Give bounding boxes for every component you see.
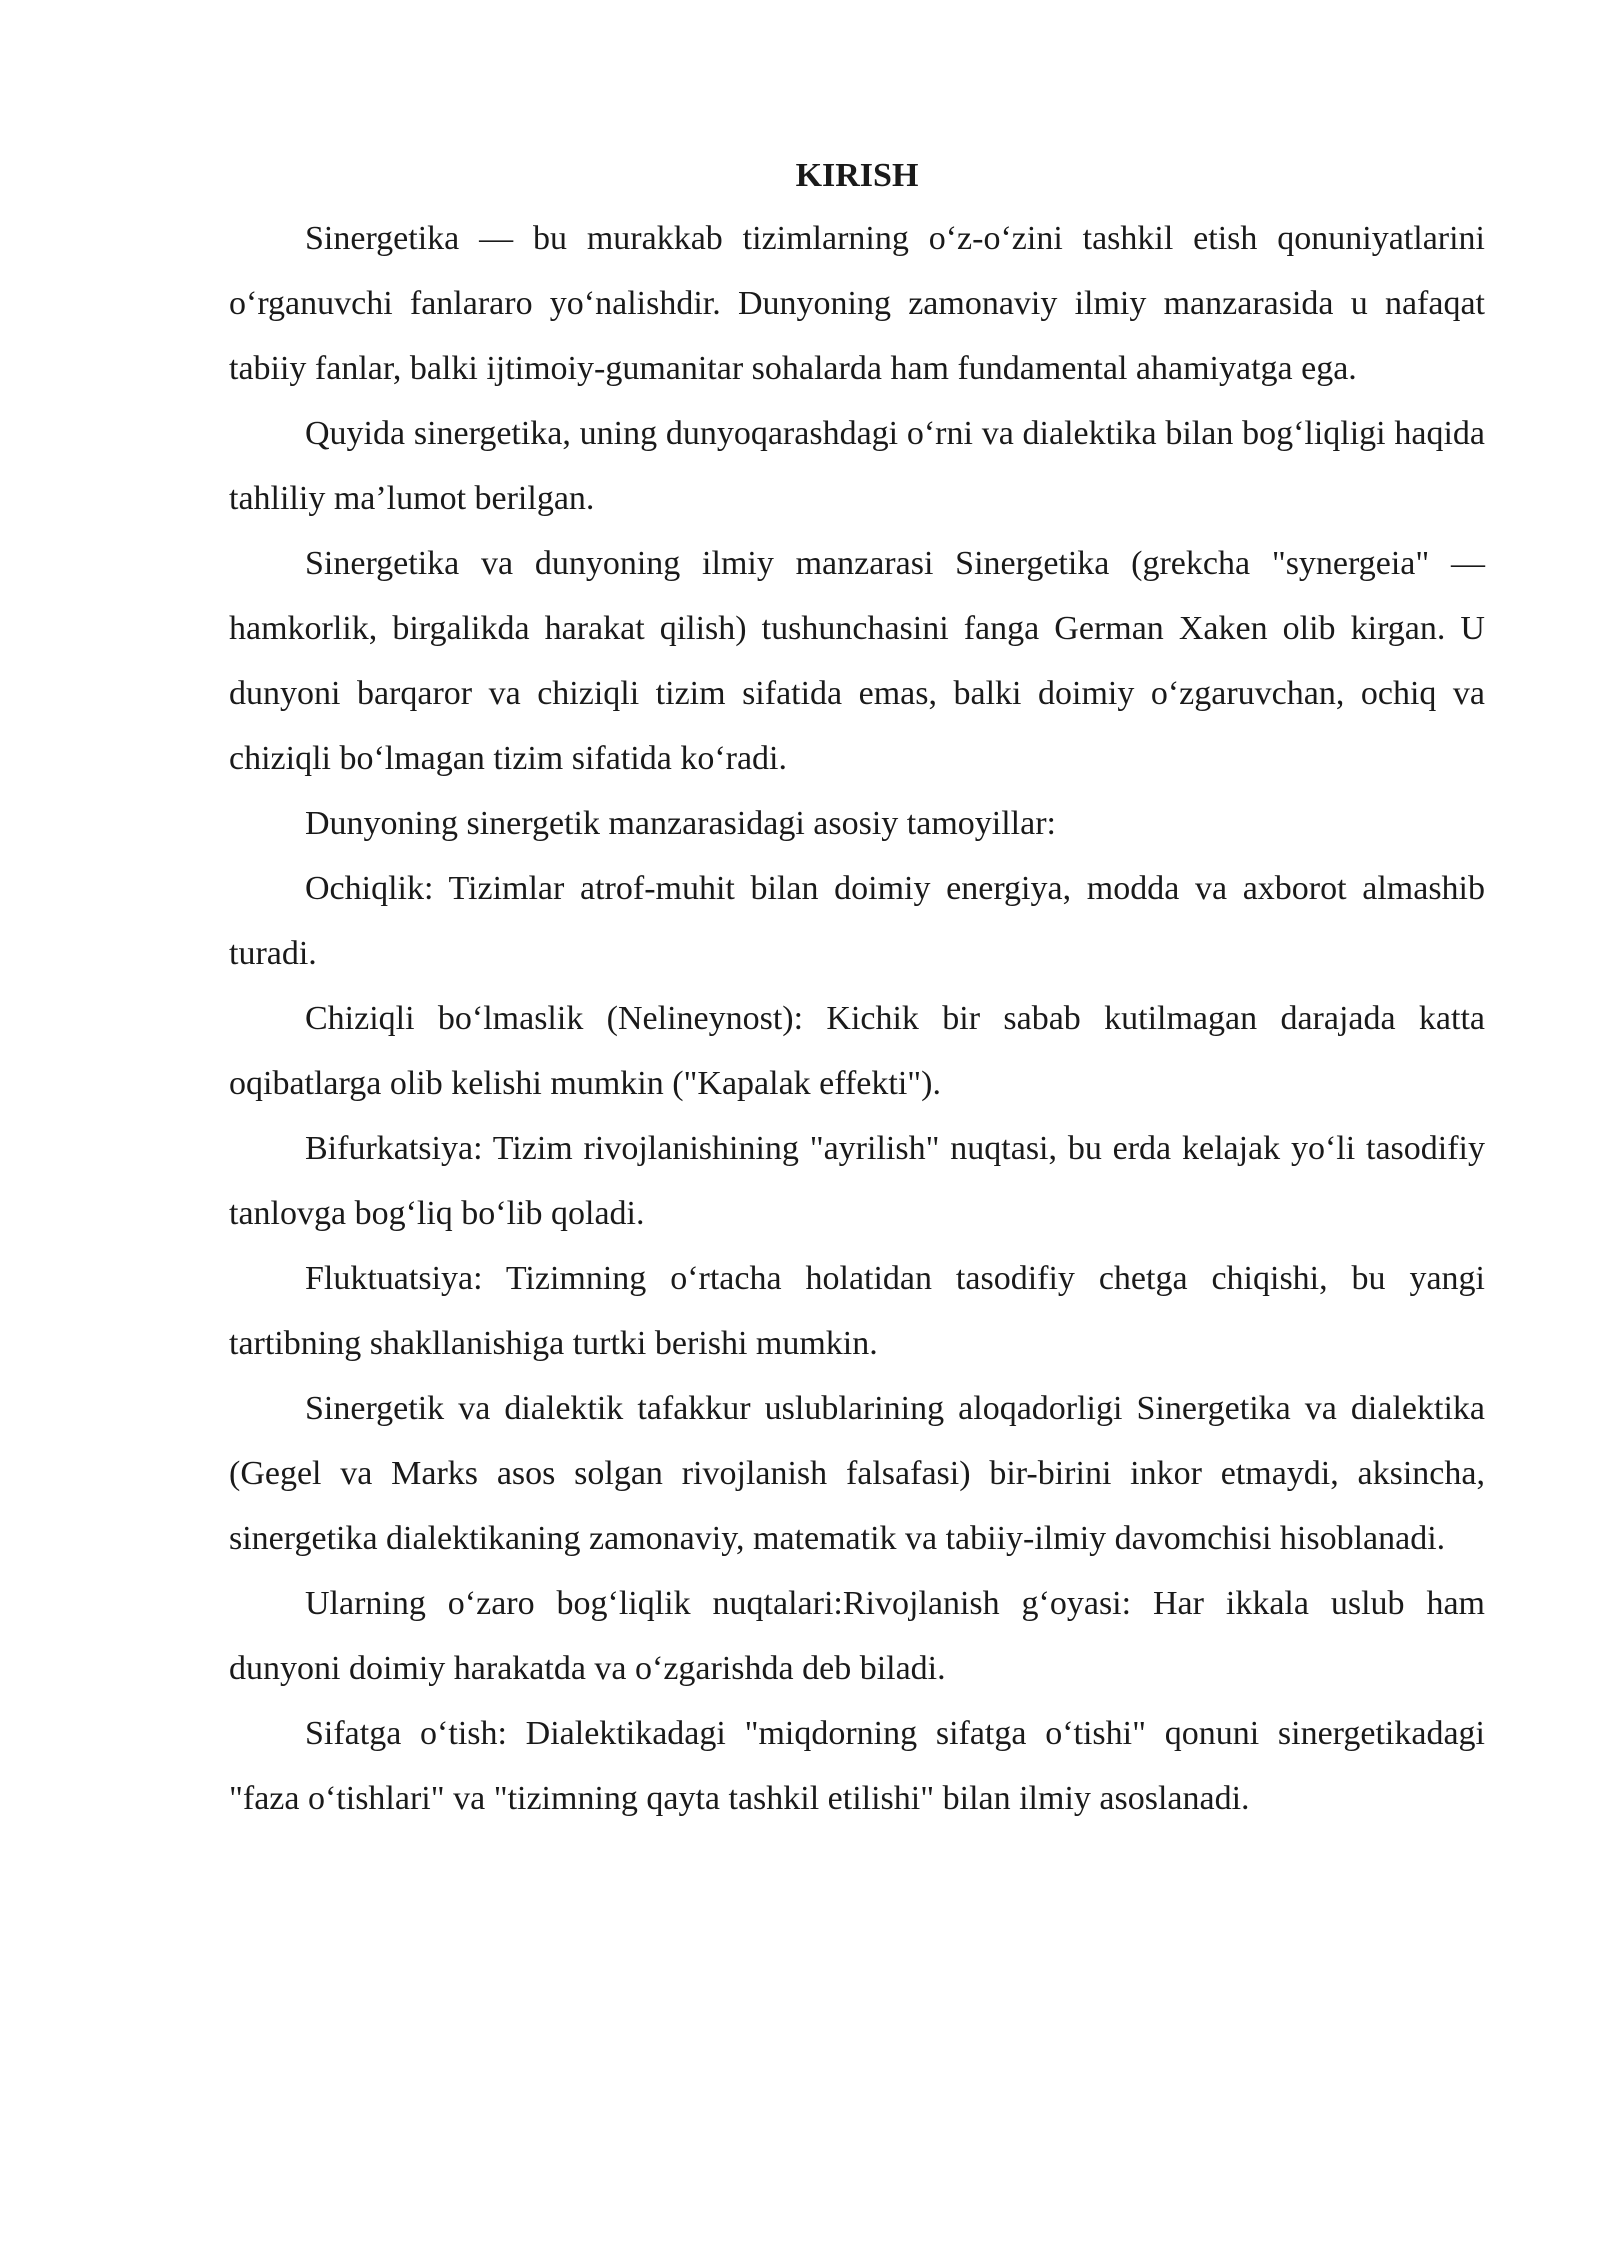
paragraph: Sinergetik va dialektik tafakkur uslublarining aloqadorligi Sinergetika va dialektika (Gegel va Marks asos solgan rivojlanish falsafasi) bir-birini inkor etmaydi, aksincha, sinergetika dialektikaning zamonaviy, matematik va tabiiy-ilmiy davomchisi hisoblanadi. — [229, 1390, 1485, 1557]
paragraph: Sifatga o‘tish: Dialektikadagi "miqdorning sifatga o‘tishi" qonuni sinergetikadagi "faza o‘tishlari" va "tizimning qayta tashkil etilishi" bilan ilmiy asoslanadi. — [229, 1715, 1485, 1817]
paragraph: Chiziqli bo‘lmaslik (Nelineynost): Kichik bir sabab kutilmagan darajada katta oqibatlarga olib kelishi mumkin ("Kapalak effekti"). — [229, 1000, 1485, 1102]
paragraph: Ochiqlik: Tizimlar atrof-muhit bilan doimiy energiya, modda va axborot almashib turadi. — [229, 870, 1485, 972]
paragraph: Sinergetika va dunyoning ilmiy manzarasi Sinergetika (grekcha "synergeia" — hamkorlik, birgalikda harakat qilish) tushunchasini fanga German Xaken olib kirgan. U dunyoni barqaror va chiziqli tizim sifatida emas, balki doimiy o‘zgaruvchan, ochiq va chiziqli bo‘lmagan tizim sifatida ko‘radi. — [229, 545, 1485, 777]
paragraph: Sinergetika — bu murakkab tizimlarning o‘z-o‘zini tashkil etish qonuniyatlarini o‘rganuvchi fanlararo yo‘nalishdir. Dunyoning zamonaviy ilmiy manzarasida u nafaqat tabiiy fanlar, balki ijtimoiy-gumanitar sohalarda ham fundamental ahamiyatga ega. — [229, 220, 1485, 387]
paragraph: Ularning o‘zaro bog‘liqlik nuqtalari:Rivojlanish g‘oyasi: Har ikkala uslub ham dunyoni doimiy harakatda va o‘zgarishda deb biladi. — [229, 1585, 1485, 1687]
paragraph: Dunyoning sinergetik manzarasidagi asosiy tamoyillar: — [305, 805, 1056, 842]
document-title: KIRISH — [795, 157, 919, 194]
paragraph: Fluktuatsiya: Tizimning o‘rtacha holatidan tasodifiy chetga chiqishi, bu yangi tartibning shakllanishiga turtki berishi mumkin. — [229, 1260, 1485, 1362]
paragraph: Bifurkatsiya: Tizim rivojlanishining "ayrilish" nuqtasi, bu erda kelajak yo‘li tasodifiy tanlovga bog‘liq bo‘lib qoladi. — [229, 1130, 1485, 1232]
document-body — [229, 146, 1485, 1831]
paragraph: Quyida sinergetika, uning dunyoqarashdagi o‘rni va dialektika bilan bog‘liqligi haqida tahliliy ma’lumot berilgan. — [229, 415, 1485, 517]
